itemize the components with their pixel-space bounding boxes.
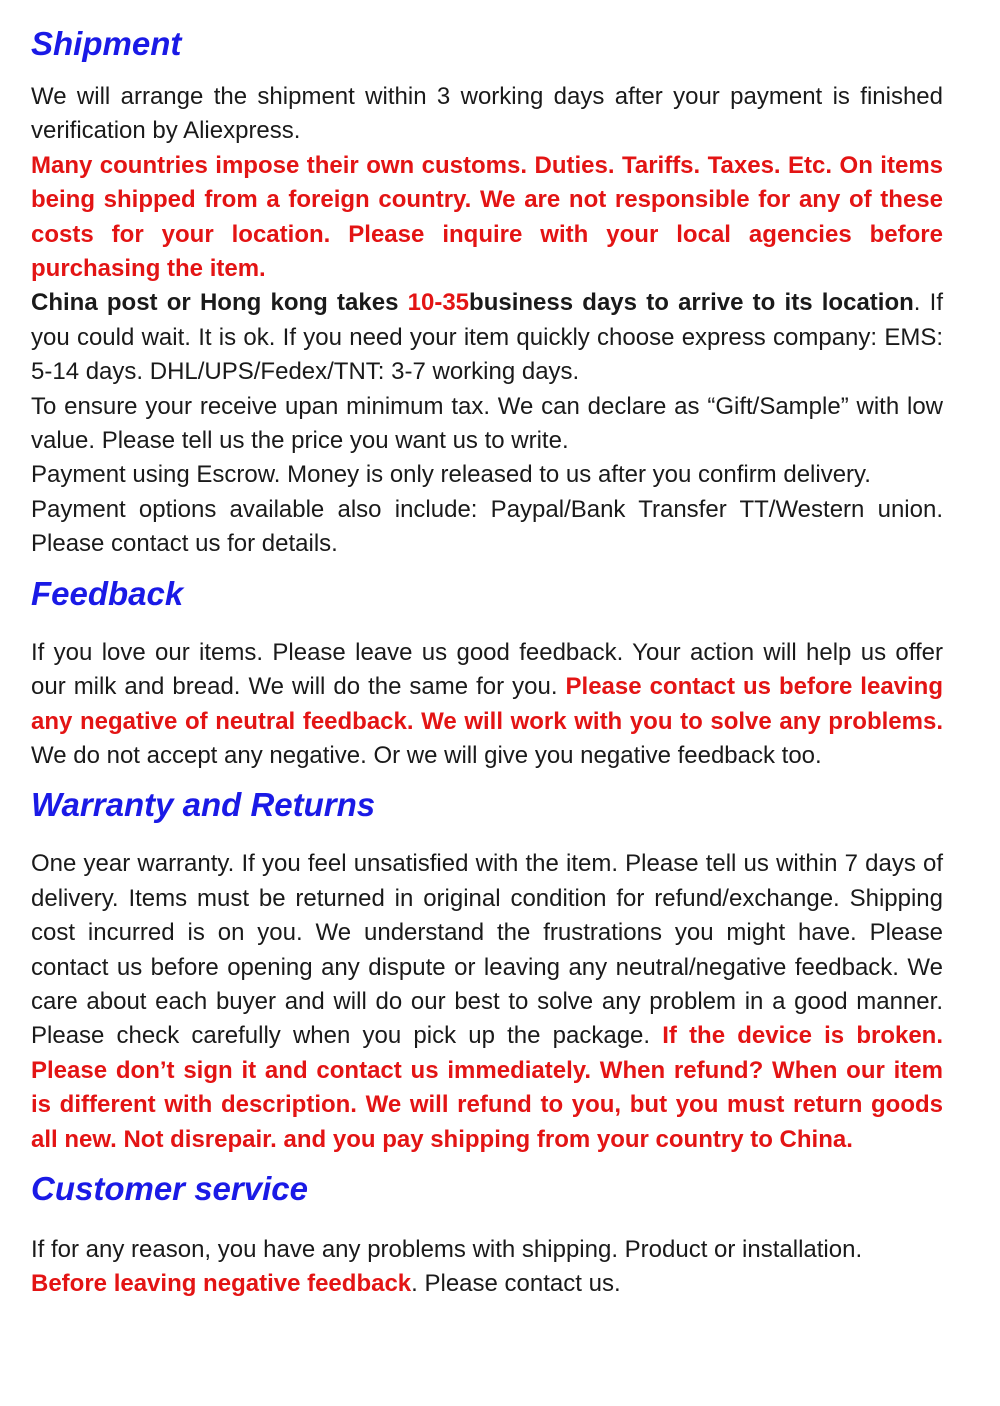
customer-service-contact-text: . Please contact us. xyxy=(411,1270,621,1298)
delivery-days-range: 10-35 xyxy=(407,289,470,317)
feedback-negative-policy: We do not accept any negative. Or we will give you negative feedback too. xyxy=(31,741,822,769)
delivery-express-options: . If you could wait. It is ok. If you need your item quickly choose express company: EMS: 5-14 days. DHL/UPS/Fedex/TNT: 3-7 working days. xyxy=(31,289,943,386)
shipment-heading: Shipment xyxy=(31,25,182,62)
warranty-section xyxy=(31,783,943,1157)
shipment-paragraph-delivery-times xyxy=(31,286,943,389)
feedback-section xyxy=(31,572,943,774)
delivery-carrier-text: China post or Hong kong takes xyxy=(31,289,408,317)
shipment-paragraph-tax-declaration: To ensure your receive upan minimum tax. We can declare as “Gift/Sample” with low value. Please tell us the price you want us to write. xyxy=(31,392,943,455)
customer-service-paragraph-problems: If for any reason, you have any problems with shipping. Product or installation. xyxy=(31,1235,863,1263)
customer-service-section xyxy=(31,1167,943,1302)
warranty-broken-device-notice: If the device is broken. Please don’t sign it and contact us immediately. When refund? When our item is different with description. We will refund to you, but you must return goods all new. Not disrepair. and you pay shipping from your country to China. xyxy=(31,1022,944,1153)
customer-service-heading: Customer service xyxy=(31,1169,308,1207)
warranty-terms-text: One year warranty. If you feel unsatisfied with the item. Please tell us within 7 days of delivery. Items must be returned in original condition for refund/exchange. Shipping cost incurred is on you. We understand the frustrations you might have. Please contact us before opening any dispute or leaving any neutral/negative feedback. We care about each buyer and will do our best to solve any problem in a good manner. Please check carefully when you pick up the package. xyxy=(31,850,943,1050)
shipment-section xyxy=(31,22,943,562)
warranty-paragraph xyxy=(31,847,943,1157)
feedback-heading: Feedback xyxy=(31,574,184,612)
feedback-contact-notice: Please contact us before leaving any negative of neutral feedback. We will work with you to solve any problems. xyxy=(31,673,944,735)
shipment-paragraph-customs-notice: Many countries impose their own customs. Duties. Tariffs. Taxes. Etc. On items being shipped from a foreign country. We are not responsible for any of these costs for your location. Please inquire with your local agencies before purchasing the item. xyxy=(31,151,943,283)
shipment-paragraph-payment-options: Payment options available also include: Paypal/Bank Transfer TT/Western union. Please contact us for details. xyxy=(31,495,943,558)
shipment-paragraph-escrow: Payment using Escrow. Money is only released to us after you confirm delivery. xyxy=(31,461,871,489)
warranty-heading: Warranty and Returns xyxy=(31,786,376,824)
shipment-paragraph-timing: We will arrange the shipment within 3 working days after your payment is finished verification by Aliexpress. xyxy=(31,83,943,145)
customer-service-feedback-notice: Before leaving negative feedback xyxy=(31,1270,412,1298)
customer-service-paragraph-contact xyxy=(31,1267,943,1301)
feedback-request-text: If you love our items. Please leave us good feedback. Your action will help us offer our milk and bread. We will do the same for you. xyxy=(31,638,943,701)
delivery-arrival-text: business days to arrive to its location xyxy=(469,289,914,317)
feedback-paragraph xyxy=(31,636,943,774)
